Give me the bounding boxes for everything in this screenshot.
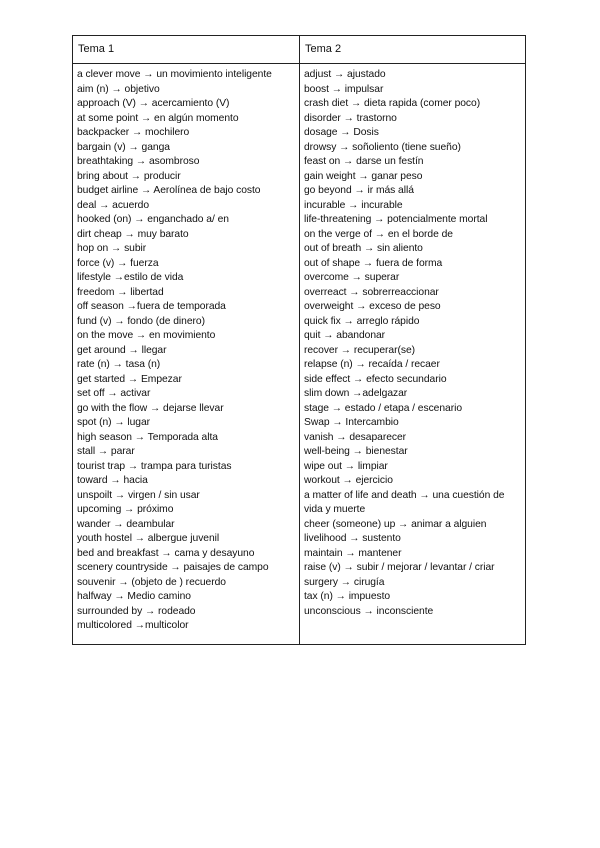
- vocabulary-table: [72, 35, 526, 645]
- vocab-entry: halfway → Medio camino: [77, 591, 191, 602]
- vocab-entry: breathtaking → asombroso: [77, 156, 200, 167]
- vocab-entry: unconscious → inconsciente: [304, 605, 434, 617]
- vocab-entry: hooked (on) → enganchado a/ en: [77, 214, 229, 225]
- vocab-entry: bring about → producir: [77, 170, 181, 182]
- vocab-entry: quick fix → arreglo rápido: [304, 315, 420, 327]
- header-tema-1: Tema 1: [73, 36, 300, 63]
- vocab-entry: stage → estado / etapa / escenario: [304, 402, 463, 414]
- tema-2-column: [300, 64, 525, 644]
- vocab-entry: a matter of life and death → una cuestión de vida y muerte: [304, 489, 505, 515]
- vocab-entry: quit → abandonar: [304, 330, 386, 341]
- vocab-entry: upcoming → próximo: [77, 504, 174, 515]
- vocab-entry: workout → ejercicio: [304, 475, 393, 486]
- vocab-entry: off season →fuera de temporada: [77, 301, 226, 312]
- vocab-entry: side effect → efecto secundario: [304, 373, 447, 385]
- vocab-entry: deal → acuerdo: [77, 199, 149, 211]
- vocab-entry: tourist trap → trampa para turistas: [77, 460, 232, 472]
- header-tema-2: Tema 2: [305, 43, 342, 55]
- vocab-entry: wipe out → limpiar: [304, 460, 388, 472]
- vocab-entry: raise (v) → subir / mejorar / levantar / criar: [304, 562, 495, 573]
- vocab-entry: wander → deambular: [77, 518, 175, 530]
- vocab-entry: get around → llegar: [77, 344, 167, 356]
- vocab-entry: dosage → Dosis: [304, 127, 379, 138]
- vocab-entry: bed and breakfast → cama y desayuno: [77, 547, 255, 559]
- vocab-entry: lifestyle →estilo de vida: [77, 272, 184, 283]
- vocab-entry: at some point → en algún momento: [77, 112, 239, 124]
- vocab-entry: surgery → cirugía: [304, 576, 385, 588]
- vocab-entry: relapse (n) → recaída / recaer: [304, 359, 440, 370]
- vocab-entry: feast on → darse un festín: [304, 156, 424, 167]
- vocab-entry: set off → activar: [77, 388, 151, 399]
- vocab-entry: on the verge of → en el borde de: [304, 228, 453, 240]
- vocab-entry: drowsy → soñoliento (tiene sueño): [304, 141, 461, 153]
- vocab-entry: incurable → incurable: [304, 199, 403, 211]
- vocab-entry: recover → recuperar(se): [304, 344, 416, 356]
- table-body-row: [73, 64, 525, 644]
- vocab-entry: out of breath → sin aliento: [304, 243, 423, 254]
- vocab-entry: go beyond → ir más allá: [304, 185, 414, 196]
- vocab-entry: high season → Temporada alta: [77, 431, 218, 443]
- vocab-entry: dirt cheap → muy barato: [77, 228, 189, 240]
- vocab-entry: on the move → en movimiento: [77, 330, 216, 341]
- vocab-entry: go with the flow → dejarse llevar: [77, 402, 224, 414]
- vocab-entry: slim down →adelgazar: [304, 388, 408, 399]
- vocab-entry: youth hostel → albergue juvenil: [77, 533, 220, 544]
- vocab-entry: disorder → trastorno: [304, 112, 397, 124]
- vocab-entry: adjust → ajustado: [304, 69, 386, 80]
- vocab-entry: approach (V) → acercamiento (V): [77, 98, 230, 109]
- vocab-entry: life-threatening → potencialmente mortal: [304, 214, 488, 225]
- vocab-entry: rate (n) → tasa (n): [77, 359, 161, 370]
- vocab-entry: spot (n) → lugar: [77, 417, 151, 428]
- vocab-entry: crash diet → dieta rapida (comer poco): [304, 98, 481, 109]
- table-header-row: [73, 36, 525, 64]
- tema-1-column: [73, 64, 300, 644]
- vocab-entry: fund (v) → fondo (de dinero): [77, 315, 205, 327]
- vocab-entry: overweight → exceso de peso: [304, 301, 441, 312]
- vocab-entry: freedom → libertad: [77, 286, 164, 298]
- vocab-entry: tax (n) → impuesto: [304, 591, 391, 602]
- vocab-entry: unspoilt → virgen / sin usar: [77, 489, 200, 501]
- vocab-entry: overreact → sobrerreaccionar: [304, 286, 439, 298]
- vocab-entry: budget airline → Aerolínea de bajo costo: [77, 185, 261, 196]
- vocab-entry: out of shape → fuera de forma: [304, 257, 443, 269]
- vocab-entry: multicolored →multicolor: [77, 620, 189, 631]
- vocab-entry: souvenir → (objeto de ) recuerdo: [77, 576, 226, 588]
- vocab-entry: cheer (someone) up → animar a alguien: [304, 518, 487, 530]
- vocab-entry: overcome → superar: [304, 272, 400, 283]
- vocab-entry: vanish → desaparecer: [304, 431, 407, 443]
- vocab-entry: hop on → subir: [77, 243, 147, 254]
- vocab-entry: toward → hacia: [77, 475, 148, 486]
- vocab-entry: aim (n) → objetivo: [77, 83, 160, 95]
- vocab-entry: backpacker → mochilero: [77, 127, 190, 138]
- vocab-entry: bargain (v) → ganga: [77, 141, 170, 153]
- vocab-entry: livelihood → sustento: [304, 533, 401, 544]
- vocab-entry: a clever move → un movimiento inteligente: [77, 69, 272, 80]
- vocab-entry: maintain → mantener: [304, 547, 402, 559]
- vocab-entry: Swap → Intercambio: [304, 417, 399, 428]
- vocab-entry: force (v) → fuerza: [77, 257, 159, 269]
- vocab-entry: scenery countryside → paisajes de campo: [77, 562, 269, 573]
- vocab-entry: boost → impulsar: [304, 83, 384, 95]
- vocab-entry: stall → parar: [77, 446, 135, 457]
- vocab-entry: surrounded by → rodeado: [77, 605, 196, 617]
- vocab-entry: get started → Empezar: [77, 373, 182, 385]
- vocab-entry: gain weight → ganar peso: [304, 170, 423, 182]
- vocab-entry: well-being → bienestar: [304, 446, 408, 457]
